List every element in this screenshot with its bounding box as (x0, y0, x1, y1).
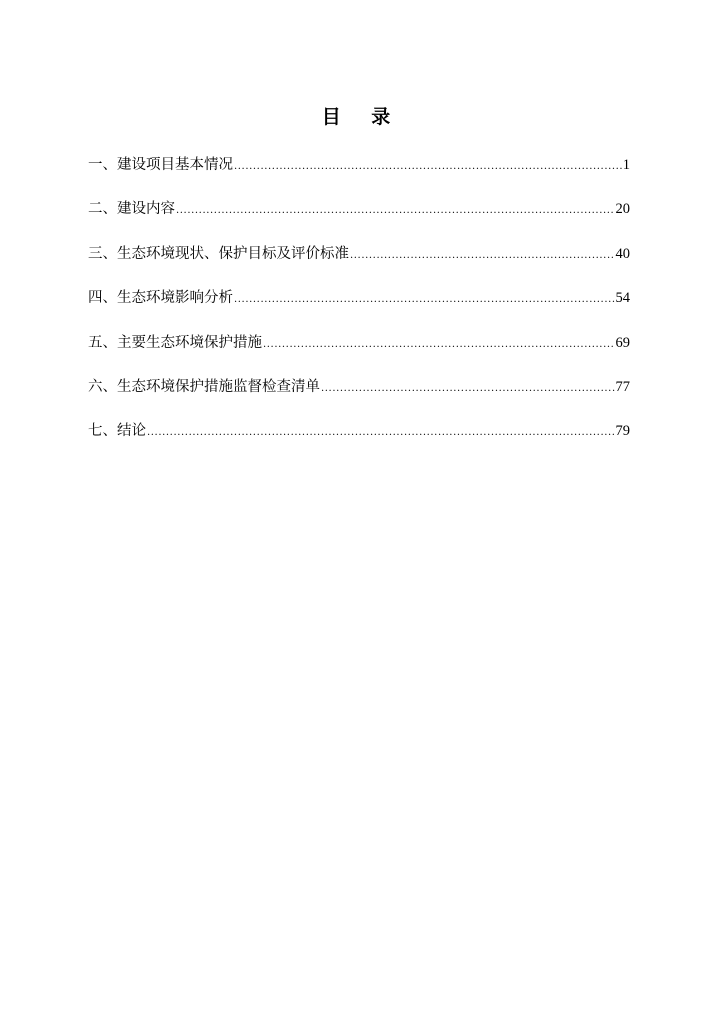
toc-entry-protection-measures[interactable] (88, 332, 630, 354)
toc-leader-dots (176, 200, 615, 222)
toc-entry-construction-content[interactable] (88, 198, 630, 220)
toc-leader-dots (263, 334, 615, 356)
toc-entry-page-number: 77 (615, 378, 630, 395)
table-of-contents (88, 154, 630, 465)
toc-entry-label: 一、建设项目基本情况 (88, 157, 233, 173)
toc-entry-page-number: 54 (615, 290, 630, 307)
toc-leader-dots (321, 378, 615, 400)
toc-entry-page-number: 1 (622, 157, 630, 173)
toc-entry-basic-info[interactable] (88, 154, 630, 176)
toc-entry-conclusion[interactable] (88, 420, 630, 442)
toc-entry-page-number: 79 (615, 423, 630, 440)
toc-leader-dots (234, 289, 615, 311)
toc-entry-label: 五、主要生态环境保护措施 (88, 334, 262, 351)
toc-entry-label: 七、结论 (88, 423, 146, 440)
toc-leader-dots (350, 245, 615, 267)
toc-entry-page-number: 69 (615, 334, 630, 351)
toc-entry-supervision-checklist[interactable] (88, 376, 630, 398)
toc-leader-dots (234, 156, 622, 178)
toc-entry-label: 二、建设内容 (88, 201, 175, 218)
toc-entry-label: 四、生态环境影响分析 (88, 290, 233, 307)
toc-entry-environment-status[interactable] (88, 243, 630, 265)
toc-entry-page-number: 20 (615, 201, 630, 218)
toc-entry-page-number: 40 (615, 245, 630, 262)
toc-entry-impact-analysis[interactable] (88, 287, 630, 309)
toc-title: 目 录 (321, 106, 403, 128)
toc-entry-label: 六、生态环境保护措施监督检查清单 (88, 378, 320, 395)
toc-leader-dots (147, 422, 615, 444)
toc-entry-label: 三、生态环境现状、保护目标及评价标准 (88, 245, 349, 262)
